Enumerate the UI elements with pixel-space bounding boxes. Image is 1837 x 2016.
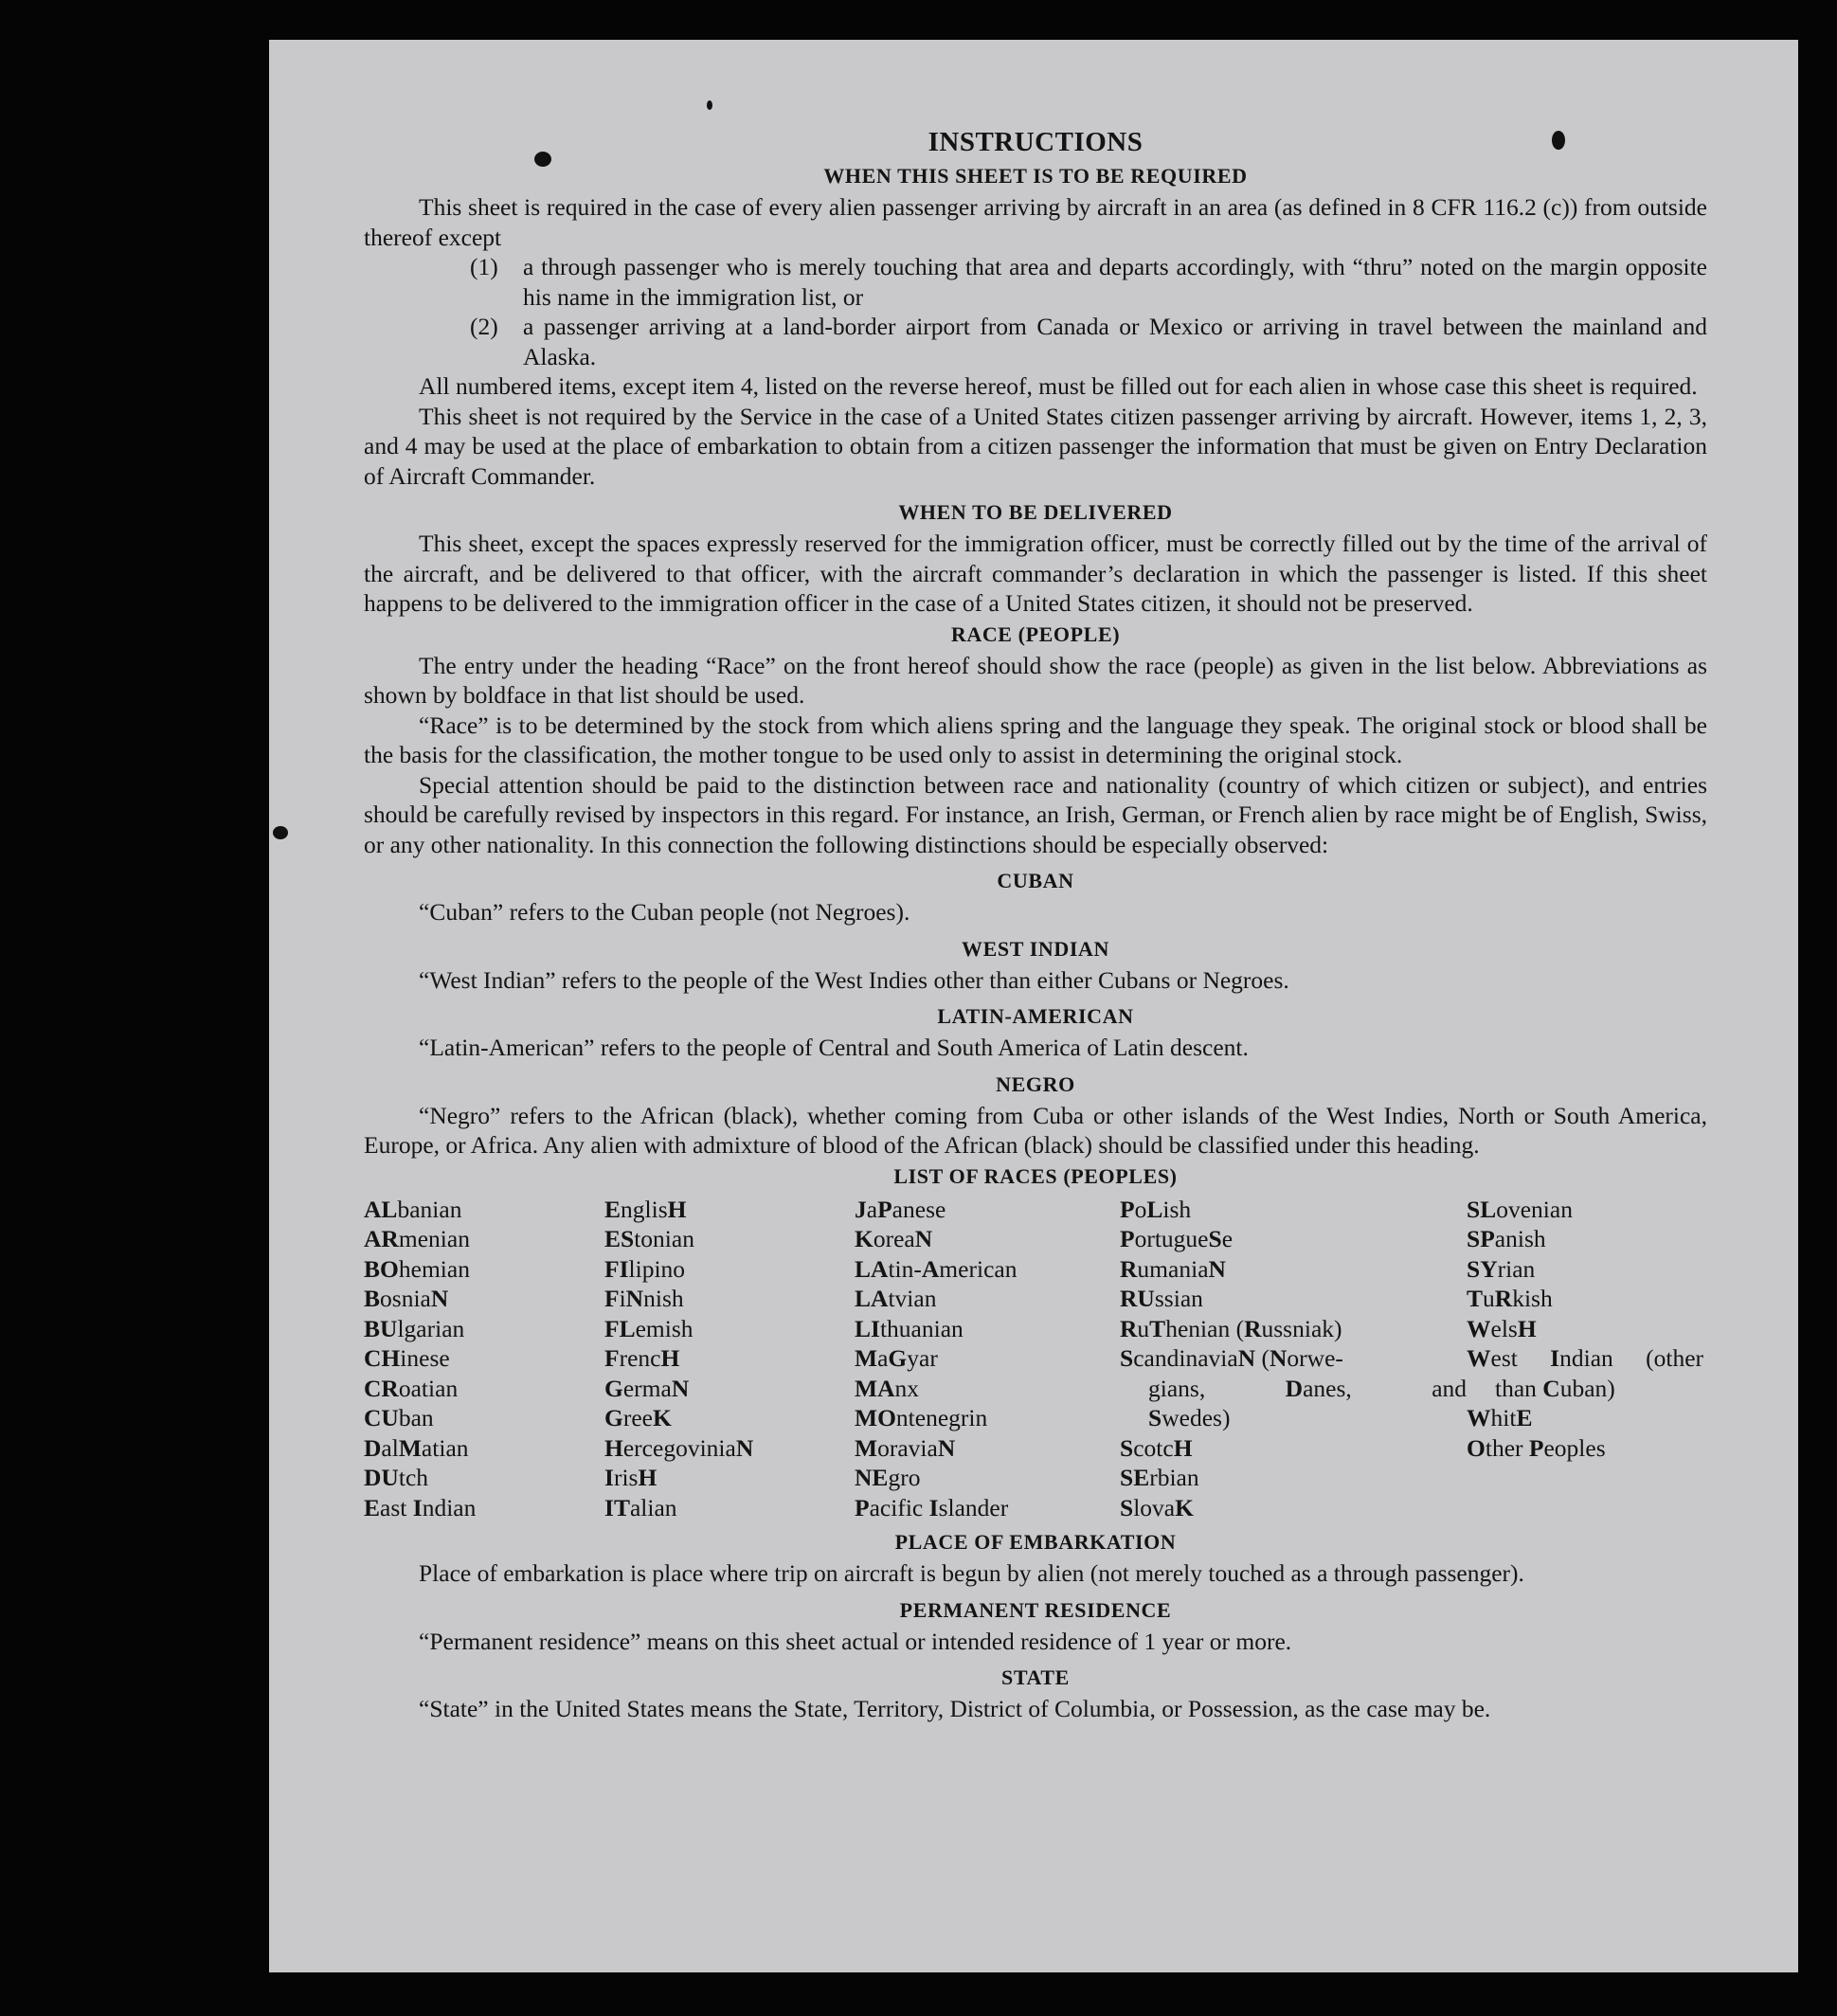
- race-item: Pacific Islander: [855, 1493, 1009, 1521]
- race-item: ALbanian: [364, 1195, 462, 1223]
- race-item: LIthuanian: [855, 1314, 964, 1342]
- race-item: PoLish: [1120, 1195, 1192, 1223]
- heading-when-required: WHEN THIS SHEET IS TO BE REQUIRED: [823, 164, 1248, 188]
- para-race-2: “Race” is to be determined by the stock from which aliens spring and the language they speak. The original stock or blood shall be the basis for the classification, the mother tongue to be used only to assist in determining the original stock.: [364, 711, 1707, 768]
- race-item: ARmenian: [364, 1225, 470, 1252]
- heading-list-of-races: LIST OF RACES (PEOPLES): [893, 1163, 1178, 1188]
- race-item: Other Peoples: [1467, 1433, 1606, 1462]
- para-state: “State” in the United States means the State, Territory, District of Columbia, or Possession, as the case may be.: [419, 1695, 1491, 1722]
- race-item: CHinese: [364, 1344, 450, 1372]
- race-item: DalMatian: [364, 1433, 469, 1462]
- heading-state: STATE: [1001, 1665, 1070, 1689]
- race-item: RumaniaN: [1120, 1254, 1226, 1283]
- para-west-indian: “West Indian” refers to the people of the West Indies other than either Cubans or Negroes.: [419, 965, 1289, 994]
- para-citizen: This sheet is not required by the Service in the case of a United States citizen passenger arriving by aircraft. However, items 1, 2, 3, and 4 may be used at the place of embarkation to obtain from a citizen passenger the information that must be given on Entry Declaration of Aircraft Commander.: [364, 402, 1707, 490]
- ink-speck: [1552, 131, 1565, 150]
- race-item: SYrian: [1467, 1254, 1536, 1283]
- item-number: (2): [470, 313, 498, 340]
- item-text: a through passenger who is merely touching that area and departs accordingly, with “thru” noted on the margin opposite his name in the immigration list, or: [523, 253, 1707, 311]
- para-cuban: “Cuban” refers to the Cuban people (not Negroes).: [419, 898, 910, 926]
- races-column-3: [855, 1195, 1120, 1523]
- heading-residence: PERMANENT RESIDENCE: [899, 1597, 1172, 1622]
- race-item: SLovenian: [1467, 1195, 1573, 1223]
- race-item: GermaN: [604, 1374, 690, 1402]
- races-list: [364, 1195, 1707, 1523]
- race-item: WelsH: [1467, 1314, 1537, 1342]
- race-item: ScandinaviaN (Norwe-: [1120, 1344, 1343, 1372]
- race-item: SPanish: [1467, 1225, 1546, 1252]
- race-item: LAtin-American: [855, 1254, 1018, 1283]
- item-text: a passenger arriving at a land-border airport from Canada or Mexico or arriving in travel between the mainland and Alaska.: [523, 313, 1707, 370]
- race-item: ScotcH: [1120, 1433, 1193, 1462]
- races-column-2: [604, 1195, 855, 1523]
- race-item: Swedes): [1148, 1404, 1231, 1431]
- race-item: GreeK: [604, 1404, 672, 1431]
- race-item: MAnx: [855, 1374, 919, 1402]
- race-item: MoraviaN: [855, 1433, 956, 1462]
- race-item: East Indian: [364, 1493, 477, 1521]
- heading-west-indian: WEST INDIAN: [962, 936, 1109, 961]
- ink-speck: [534, 152, 551, 167]
- para-numbered-items: All numbered items, except item 4, listed on the reverse hereof, must be filled out for each alien in whose case this sheet is required.: [419, 372, 1698, 400]
- heading-cuban: CUBAN: [997, 869, 1074, 892]
- para-race-1: The entry under the heading “Race” on the front hereof should show the race (people) as given in the list below. Abbreviations as shown by boldface in that list should be used.: [364, 651, 1707, 709]
- para-race-3: Special attention should be paid to the distinction between race and nationality (country of which citizen or subject), and entries should be carefully revised by inspectors in this regard. For instance, an Irish, German, or French alien by race might be of English, Swiss, or any other nationality. In this connection the following distinctions should be especially observed:: [364, 770, 1707, 858]
- ink-speck: [273, 826, 288, 839]
- race-item: FiNnish: [604, 1285, 684, 1312]
- item-number: (1): [470, 253, 498, 280]
- race-item: TuRkish: [1467, 1285, 1553, 1312]
- race-item: WhitE: [1467, 1404, 1533, 1431]
- races-column-4: [1120, 1195, 1467, 1523]
- race-item: EnglisH: [604, 1195, 687, 1223]
- heading-negro: NEGRO: [996, 1071, 1075, 1096]
- race-item: KoreaN: [855, 1225, 933, 1252]
- race-item: RUssian: [1120, 1285, 1203, 1312]
- race-item: SlovaK: [1120, 1493, 1194, 1521]
- para-residence: “Permanent residence” means on this sheet actual or intended residence of 1 year or more.: [419, 1627, 1292, 1655]
- para-latin-american: “Latin-American” refers to the people of Central and South America of Latin descent.: [419, 1034, 1249, 1061]
- race-item: gians, Danes, and: [1148, 1374, 1468, 1402]
- para-embarkation: Place of embarkation is place where trip on aircraft is begun by alien (not merely touched as a through passenger).: [419, 1559, 1524, 1587]
- race-item: West Indian (other: [1467, 1344, 1704, 1372]
- race-item: DUtch: [364, 1464, 429, 1491]
- para-when-delivered: This sheet, except the spaces expressly reserved for the immigration officer, must be correctly filled out by the time of the arrival of the aircraft, and be delivered to that officer, with the aircraft commander’s declaration in which the passenger is listed. If this sheet happens to be delivered to the immigration officer in the case of a United States citizen, it should not be preserved.: [364, 530, 1707, 617]
- race-item: CRoatian: [364, 1374, 459, 1402]
- heading-embarkation: PLACE OF EMBARKATION: [894, 1530, 1177, 1554]
- race-item: HercegoviniaN: [604, 1433, 754, 1462]
- heading-when-delivered: WHEN TO BE DELIVERED: [898, 500, 1173, 524]
- race-item: RuThenian (Russniak): [1120, 1314, 1342, 1342]
- race-item: IrisH: [604, 1464, 657, 1491]
- para-when-required-intro: This sheet is required in the case of every alien passenger arriving by aircraft in an area (as defined in 8 CFR 116.2 (c)) from outside thereof except: [364, 193, 1707, 251]
- race-item: CUban: [364, 1404, 434, 1431]
- race-item: than Cuban): [1495, 1374, 1615, 1402]
- heading-latin-american: LATIN-AMERICAN: [937, 1004, 1134, 1028]
- races-column-1: [364, 1195, 604, 1523]
- race-item: PortugueSe: [1120, 1225, 1234, 1252]
- races-column-5: [1467, 1195, 1703, 1523]
- race-item: BosniaN: [364, 1285, 449, 1312]
- race-item: LAtvian: [855, 1285, 937, 1312]
- list-item: [364, 252, 1707, 312]
- race-item: JaPanese: [855, 1195, 946, 1223]
- race-item: ITalian: [604, 1493, 677, 1521]
- race-item: FrencH: [604, 1344, 680, 1372]
- race-item: FLemish: [604, 1314, 693, 1342]
- para-negro: “Negro” refers to the African (black), whether coming from Cuba or other islands of the West Indies, North or South America, Europe, or Africa. Any alien with admixture of blood of the African (black) should be classified under this heading.: [364, 1101, 1707, 1159]
- document-page: [269, 40, 1798, 1972]
- race-item: NEgro: [855, 1464, 921, 1491]
- race-item: EStonian: [604, 1225, 694, 1252]
- race-item: BUlgarian: [364, 1314, 465, 1342]
- race-item: BOhemian: [364, 1254, 470, 1283]
- race-item: MaGyar: [855, 1344, 938, 1372]
- race-item: SErbian: [1120, 1464, 1199, 1491]
- list-item: [364, 312, 1707, 371]
- heading-race: RACE (PEOPLE): [950, 621, 1121, 646]
- race-item: MOntenegrin: [855, 1404, 988, 1431]
- race-item: FIlipino: [604, 1254, 686, 1283]
- page-title: INSTRUCTIONS: [928, 127, 1144, 157]
- ink-speck: [707, 100, 712, 110]
